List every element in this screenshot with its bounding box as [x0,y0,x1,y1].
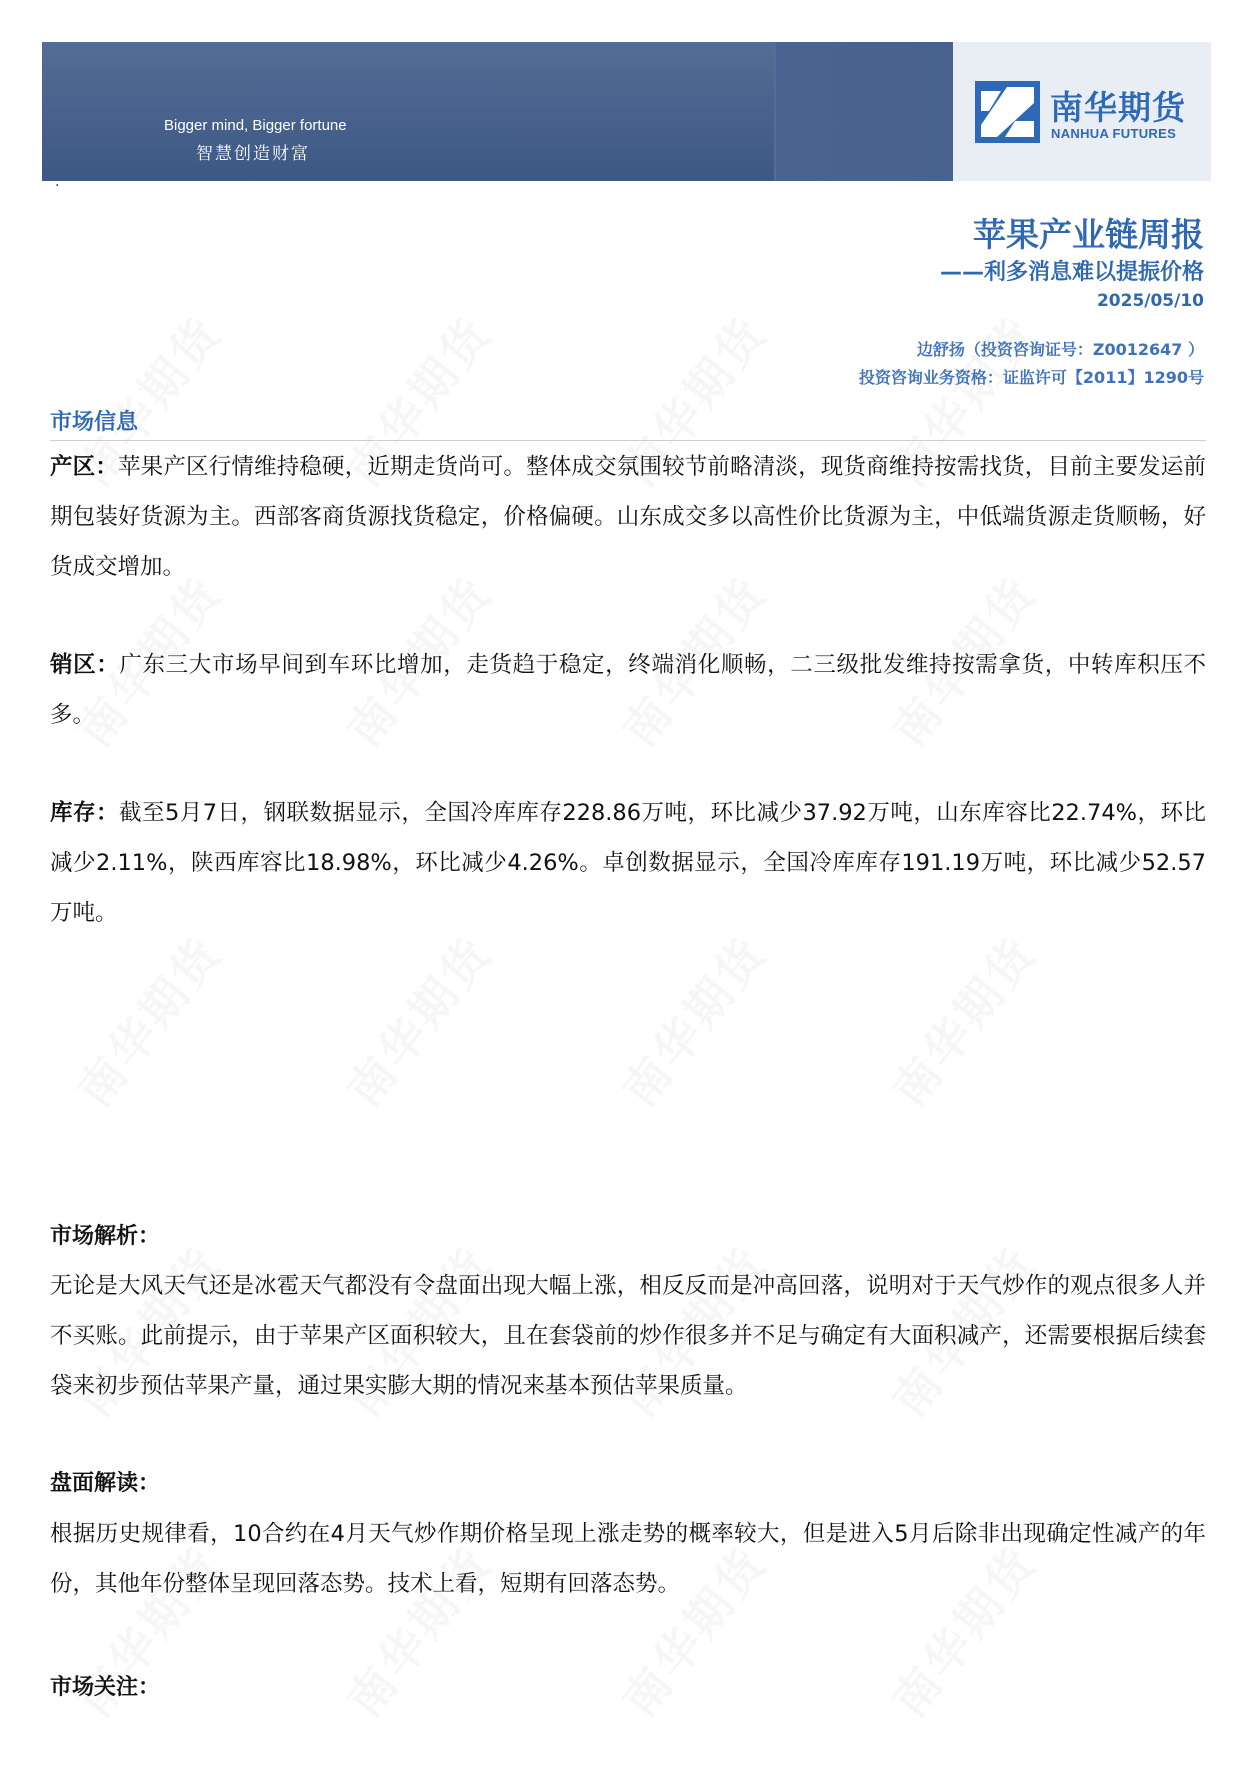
watermark [875,960,1086,1171]
analysis-text: 无论是大风天气还是冰雹天气都没有令盘面出现大幅上涨，相反反而是冲高回落，说明对于天气炒作的观点很多人并不买账。此前提示，由于苹果产区面积较大，且在套袋前的炒作很多并不足与确定有大面积减产，还需要根据后续套袋来初步预估苹果产量，通过果实膨大期的情况来基本预估苹果质量。 [50,1273,1206,1399]
origin-label: 产区： [50,454,119,480]
watermark [330,960,541,1171]
report-date: 2025/05/10 [1096,291,1204,311]
nanhua-logo-icon [975,81,1040,143]
company-logo [953,42,1211,181]
inventory-paragraph [50,788,1206,938]
section-title: 市场信息 [50,410,139,435]
origin-paragraph [50,442,1206,592]
author-name: 边舒扬（投资咨询证号：Z0012647 ） [916,340,1204,359]
analysis-body [50,1261,1206,1411]
futures-section [50,1468,1206,1500]
focus-heading: 市场关注： [50,1675,161,1700]
analysis-section [50,1221,1206,1253]
futures-text: 根据历史规律看，10合约在4月天气炒作期价格呈现上涨走势的概率较大，但是进入5月后除非出现确定性减产的年份，其他年份整体呈现回落态势。技术上看，短期有回落态势。 [50,1521,1206,1597]
watermark [605,960,816,1171]
report-subtitle: ——利多消息难以提振价格 [939,260,1204,285]
futures-body [50,1509,1206,1609]
logo-wordmark-en: NANHUA FUTURES [1051,126,1177,141]
inventory-label: 库存： [50,800,119,826]
license-info: 投资咨询业务资格：证监许可【2011】1290号 [858,368,1204,387]
slogan-english: Bigger mind, Bigger fortune [164,117,347,134]
sales-text: 广东三大市场早间到车环比增加，走货趋于稳定，终端消化顺畅，二三级批发维持按需拿货，中转库积压不多。 [50,652,1206,728]
banner-left-band [42,42,774,181]
origin-text: 苹果产区行情维持稳硬，近期走货尚可。整体成交氛围较节前略清淡，现货商维持按需找货，目前主要发运前期包装好货源为主。西部客商货源找货稳定，价格偏硬。山东成交多以高性价比货源为主，中低端货源走货顺畅，好货成交增加。 [50,454,1206,580]
futures-heading: 盘面解读： [50,1471,161,1496]
analysis-heading: 市场解析： [50,1224,161,1249]
watermark [60,960,271,1171]
inventory-text: 截至5月7日，钢联数据显示，全国冷库库存228.86万吨，环比减少37.92万吨，山东库容比22.74%，环比减少2.11%，陕西库容比18.98%，环比减少4.26%。卓创数据显示，全国冷库库存191.19万吨，环比减少52.57万吨。 [50,800,1206,926]
sales-label: 销区： [50,652,120,678]
page-marker: · [55,178,60,194]
header-banner [42,42,1211,181]
section-market-info [50,406,1206,441]
sales-paragraph [50,640,1206,740]
slogan-chinese: 智慧创造财富 [196,144,310,164]
report-title: 苹果产业链周报 [973,215,1204,254]
logo-wordmark-cn: 南华期货 [1050,88,1186,127]
report-title-block [940,214,1204,313]
focus-section [50,1672,1206,1704]
author-block [859,336,1204,392]
